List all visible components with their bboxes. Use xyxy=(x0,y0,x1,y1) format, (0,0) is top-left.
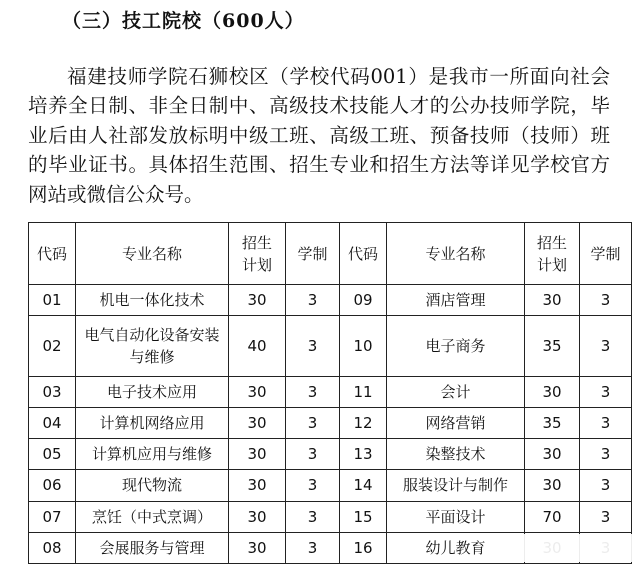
section-paragraph: 福建技师学院石狮校区（学校代码001）是我市一所面向社会培养全日制、非全日制中、高级技术技能人才的公办技师学院，毕业后由人社部发放标明中级工班、高级工班、预备技师（技师）班的毕业证书。具体招生范围、招生专业和招生方法等详见学校官方网站或微信公众号。 xyxy=(28,64,610,206)
cell-years: 3 xyxy=(580,470,632,501)
header-plan-line2: 计划 xyxy=(241,255,272,274)
header-years-right: 学制 xyxy=(580,223,632,285)
cell-code: 02 xyxy=(29,316,76,376)
header-plan-right xyxy=(525,223,580,285)
cell-plan: 30 xyxy=(229,407,286,438)
cell-major: 幼儿教育 xyxy=(387,532,525,563)
table-header-row xyxy=(29,223,632,285)
cell-years: 3 xyxy=(286,407,340,438)
cell-years: 3 xyxy=(286,532,340,563)
cell-plan: 30 xyxy=(229,376,286,407)
cell-code: 03 xyxy=(29,376,76,407)
cell-major: 电子技术应用 xyxy=(76,376,229,407)
table-row xyxy=(29,470,632,501)
cell-plan: 30 xyxy=(525,285,580,316)
cell-code: 04 xyxy=(29,407,76,438)
cell-plan: 30 xyxy=(229,285,286,316)
table-row xyxy=(29,407,632,438)
header-plan-right-line2: 计划 xyxy=(536,255,567,274)
cell-code: 12 xyxy=(340,407,387,438)
cell-years: 3 xyxy=(580,285,632,316)
cell-years: 3 xyxy=(286,285,340,316)
cell-major: 烹饪（中式烹调） xyxy=(76,501,229,532)
cell-code: 14 xyxy=(340,470,387,501)
watermark-overlay xyxy=(500,534,637,562)
header-code-right: 代码 xyxy=(340,223,387,285)
cell-major: 酒店管理 xyxy=(387,285,525,316)
cell-years: 3 xyxy=(286,439,340,470)
cell-major: 电气自动化设备安装与维修 xyxy=(76,316,229,376)
cell-plan: 30 xyxy=(229,439,286,470)
table-row xyxy=(29,316,632,376)
cell-major: 会计 xyxy=(387,376,525,407)
cell-code: 11 xyxy=(340,376,387,407)
cell-plan: 30 xyxy=(525,470,580,501)
table-row xyxy=(29,376,632,407)
cell-code: 05 xyxy=(29,439,76,470)
cell-major: 网络营销 xyxy=(387,407,525,438)
cell-years: 3 xyxy=(580,439,632,470)
cell-code: 15 xyxy=(340,501,387,532)
cell-major: 服装设计与制作 xyxy=(387,470,525,501)
cell-plan: 30 xyxy=(229,470,286,501)
cell-years: 3 xyxy=(580,376,632,407)
table-row xyxy=(29,501,632,532)
cell-major: 计算机应用与维修 xyxy=(76,439,229,470)
program-table xyxy=(28,222,632,564)
cell-code: 07 xyxy=(29,501,76,532)
header-major: 专业名称 xyxy=(76,223,229,285)
section-heading: （三）技工院校（600人） xyxy=(62,10,305,32)
cell-major: 现代物流 xyxy=(76,470,229,501)
cell-years: 3 xyxy=(286,470,340,501)
table-row xyxy=(29,285,632,316)
cell-major: 计算机网络应用 xyxy=(76,407,229,438)
cell-plan: 30 xyxy=(229,532,286,563)
cell-plan: 30 xyxy=(525,439,580,470)
cell-plan: 30 xyxy=(229,501,286,532)
cell-major: 电子商务 xyxy=(387,316,525,376)
cell-years: 3 xyxy=(286,501,340,532)
table-row xyxy=(29,439,632,470)
cell-years: 3 xyxy=(580,407,632,438)
header-major-right: 专业名称 xyxy=(387,223,525,285)
cell-code: 10 xyxy=(340,316,387,376)
cell-code: 01 xyxy=(29,285,76,316)
cell-major: 机电一体化技术 xyxy=(76,285,229,316)
header-years: 学制 xyxy=(286,223,340,285)
cell-major: 平面设计 xyxy=(387,501,525,532)
cell-plan: 40 xyxy=(229,316,286,376)
cell-major: 会展服务与管理 xyxy=(76,532,229,563)
cell-plan: 70 xyxy=(525,501,580,532)
cell-code: 16 xyxy=(340,532,387,563)
header-plan xyxy=(229,223,286,285)
header-code: 代码 xyxy=(29,223,76,285)
cell-major: 染整技术 xyxy=(387,439,525,470)
cell-plan: 35 xyxy=(525,407,580,438)
cell-years: 3 xyxy=(580,316,632,376)
cell-code: 13 xyxy=(340,439,387,470)
cell-code: 08 xyxy=(29,532,76,563)
cell-years: 3 xyxy=(580,501,632,532)
cell-plan: 35 xyxy=(525,316,580,376)
cell-years: 3 xyxy=(286,376,340,407)
cell-code: 09 xyxy=(340,285,387,316)
header-plan-line1: 招生 xyxy=(241,233,272,252)
cell-code: 06 xyxy=(29,470,76,501)
header-plan-right-line1: 招生 xyxy=(536,233,567,252)
cell-plan: 30 xyxy=(525,376,580,407)
cell-years: 3 xyxy=(286,316,340,376)
